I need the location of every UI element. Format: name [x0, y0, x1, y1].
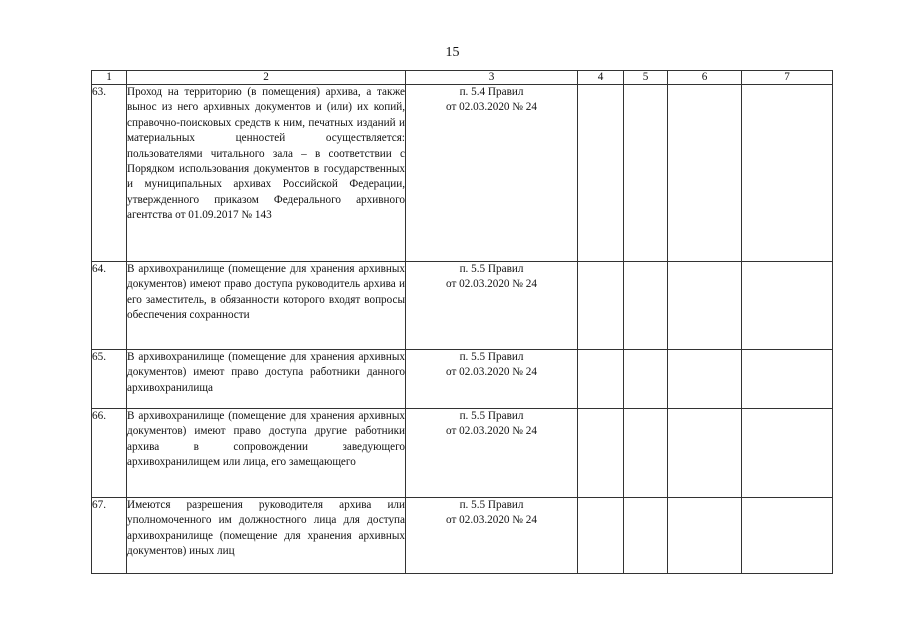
table-cell [668, 85, 742, 262]
row-number: 66. [92, 409, 127, 498]
table-cell [742, 85, 833, 262]
table-cell [578, 85, 624, 262]
row-number: 65. [92, 350, 127, 409]
table-cell [578, 409, 624, 498]
reference-document: от 02.03.2020 № 24 [446, 278, 537, 291]
requirement-text: Имеются разрешения руководителя архива или уполномоченного им должностного лица для доступа архивохранилище (помещение для хранения архивных документов) иных лиц [127, 498, 406, 574]
row-number: 67. [92, 498, 127, 574]
requirement-text: В архивохранилище (помещение для хранения архивных документов) имеют право доступа руководитель архива и его заместитель, в обязанности которого входят вопросы обеспечения сохранности [127, 262, 406, 350]
requirement-text: В архивохранилище (помещение для хранения архивных документов) имеют право доступа работники данного архивохранилища [127, 350, 406, 409]
reference-clause: п. 5.4 Правил [459, 86, 524, 98]
column-header: 2 [127, 71, 406, 85]
column-header: 6 [668, 71, 742, 85]
legal-reference [406, 350, 578, 409]
table-row [92, 350, 833, 409]
row-number: 63. [92, 85, 127, 262]
table-cell [578, 350, 624, 409]
table-cell [742, 350, 833, 409]
column-header: 4 [578, 71, 624, 85]
reference-clause: п. 5.5 Правил [459, 263, 524, 275]
legal-reference [406, 85, 578, 262]
table-cell [624, 85, 668, 262]
table-row [92, 85, 833, 262]
table-cell [624, 262, 668, 350]
column-header: 5 [624, 71, 668, 85]
reference-document: от 02.03.2020 № 24 [446, 366, 537, 379]
table-cell [624, 409, 668, 498]
reference-document: от 02.03.2020 № 24 [446, 514, 537, 527]
reference-clause: п. 5.5 Правил [459, 410, 524, 422]
table-cell [742, 409, 833, 498]
legal-reference [406, 409, 578, 498]
table-row [92, 262, 833, 350]
table-cell [668, 262, 742, 350]
table-cell [668, 409, 742, 498]
table-cell [742, 498, 833, 574]
row-number: 64. [92, 262, 127, 350]
requirement-text: В архивохранилище (помещение для хранения архивных документов) имеют право доступа другие работники архива в сопровождении заведующего архивохранилищем или лица, его замещающего [127, 409, 406, 498]
table-cell [624, 350, 668, 409]
column-header: 1 [92, 71, 127, 85]
column-header: 7 [742, 71, 833, 85]
reference-clause: п. 5.5 Правил [459, 499, 524, 511]
table-cell [668, 498, 742, 574]
requirements-table [91, 70, 833, 574]
reference-clause: п. 5.5 Правил [459, 351, 524, 363]
reference-document: от 02.03.2020 № 24 [446, 101, 537, 114]
table-cell [578, 262, 624, 350]
table-row [92, 409, 833, 498]
table-cell [578, 498, 624, 574]
table-row [92, 498, 833, 574]
requirement-text: Проход на территорию (в помещения) архива, а также вынос из него архивных документов и (или) их копий, справочно-поисковых средств к ним, печатных изданий и материальных ценностей осуществляется: пользователями читального зала – в соответствии с Порядком использования документов в государственных и муниципальных архивах Российской Федерации, утвержденного приказом Федерального архивного агентства от 01.09.2017 № 143 [127, 85, 406, 262]
reference-document: от 02.03.2020 № 24 [446, 425, 537, 438]
table-cell [742, 262, 833, 350]
header-row [92, 71, 833, 85]
legal-reference [406, 262, 578, 350]
legal-reference [406, 498, 578, 574]
page-number: 15 [445, 45, 460, 60]
table-cell [624, 498, 668, 574]
table-cell [668, 350, 742, 409]
column-header: 3 [406, 71, 578, 85]
